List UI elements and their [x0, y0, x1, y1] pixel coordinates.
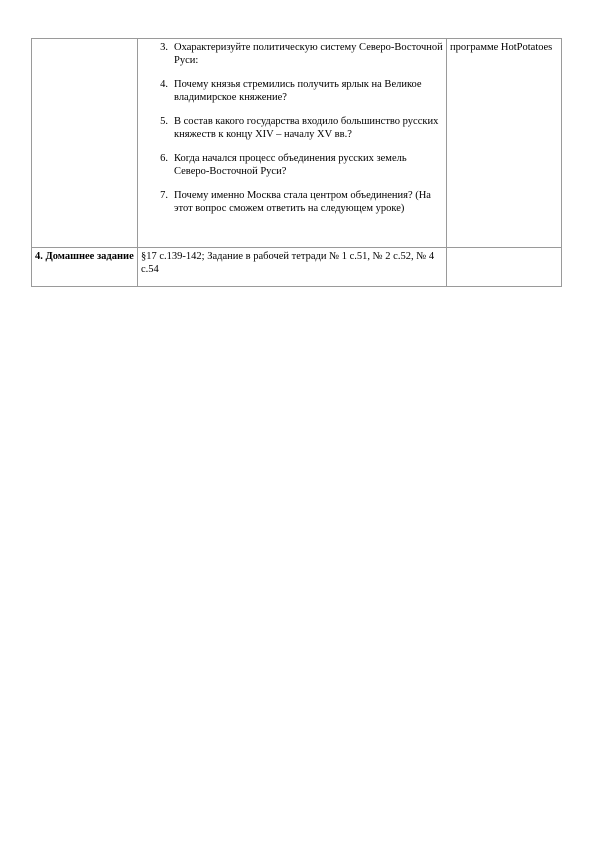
question-number: 5. — [160, 116, 168, 127]
list-item — [141, 115, 443, 141]
stage-cell — [32, 248, 138, 287]
list-item — [141, 41, 443, 67]
lesson-plan-table — [31, 38, 562, 287]
empty-cell — [447, 248, 562, 287]
question-text: В состав какого государства входило большинство русских княжеств к концу XIV – началу XV вв.? — [174, 116, 439, 140]
question-number: 4. — [160, 79, 168, 90]
questions-cell — [138, 39, 447, 248]
list-item — [141, 78, 443, 104]
stage-cell-empty — [32, 39, 138, 248]
question-text: Почему князья стремились получить ярлык на Великое владимирское княжение? — [174, 79, 422, 103]
table-row — [32, 248, 562, 287]
homework-cell — [138, 248, 447, 287]
list-item — [141, 189, 443, 215]
table-row — [32, 39, 562, 248]
question-number: 7. — [160, 190, 168, 201]
question-list — [141, 41, 443, 215]
tools-note: программе HotPotatoes — [450, 42, 553, 53]
question-text: Охарактеризуйте политическую систему Северо-Восточной Руси: — [174, 42, 443, 66]
question-number: 3. — [160, 42, 168, 53]
homework-text: §17 с.139-142; Задание в рабочей тетради № 1 с.51, № 2 с.52, № 4 с.54 — [141, 251, 435, 275]
question-number: 6. — [160, 153, 168, 164]
tools-cell — [447, 39, 562, 248]
question-text: Когда начался процесс объединения русских земель Северо-Восточной Руси? — [174, 153, 407, 177]
list-item — [141, 152, 443, 178]
question-text: Почему именно Москва стала центром объединения? (На этот вопрос сможем ответить на следующем уроке) — [174, 190, 431, 214]
stage-label: 4. Домашнее задание — [35, 251, 134, 262]
